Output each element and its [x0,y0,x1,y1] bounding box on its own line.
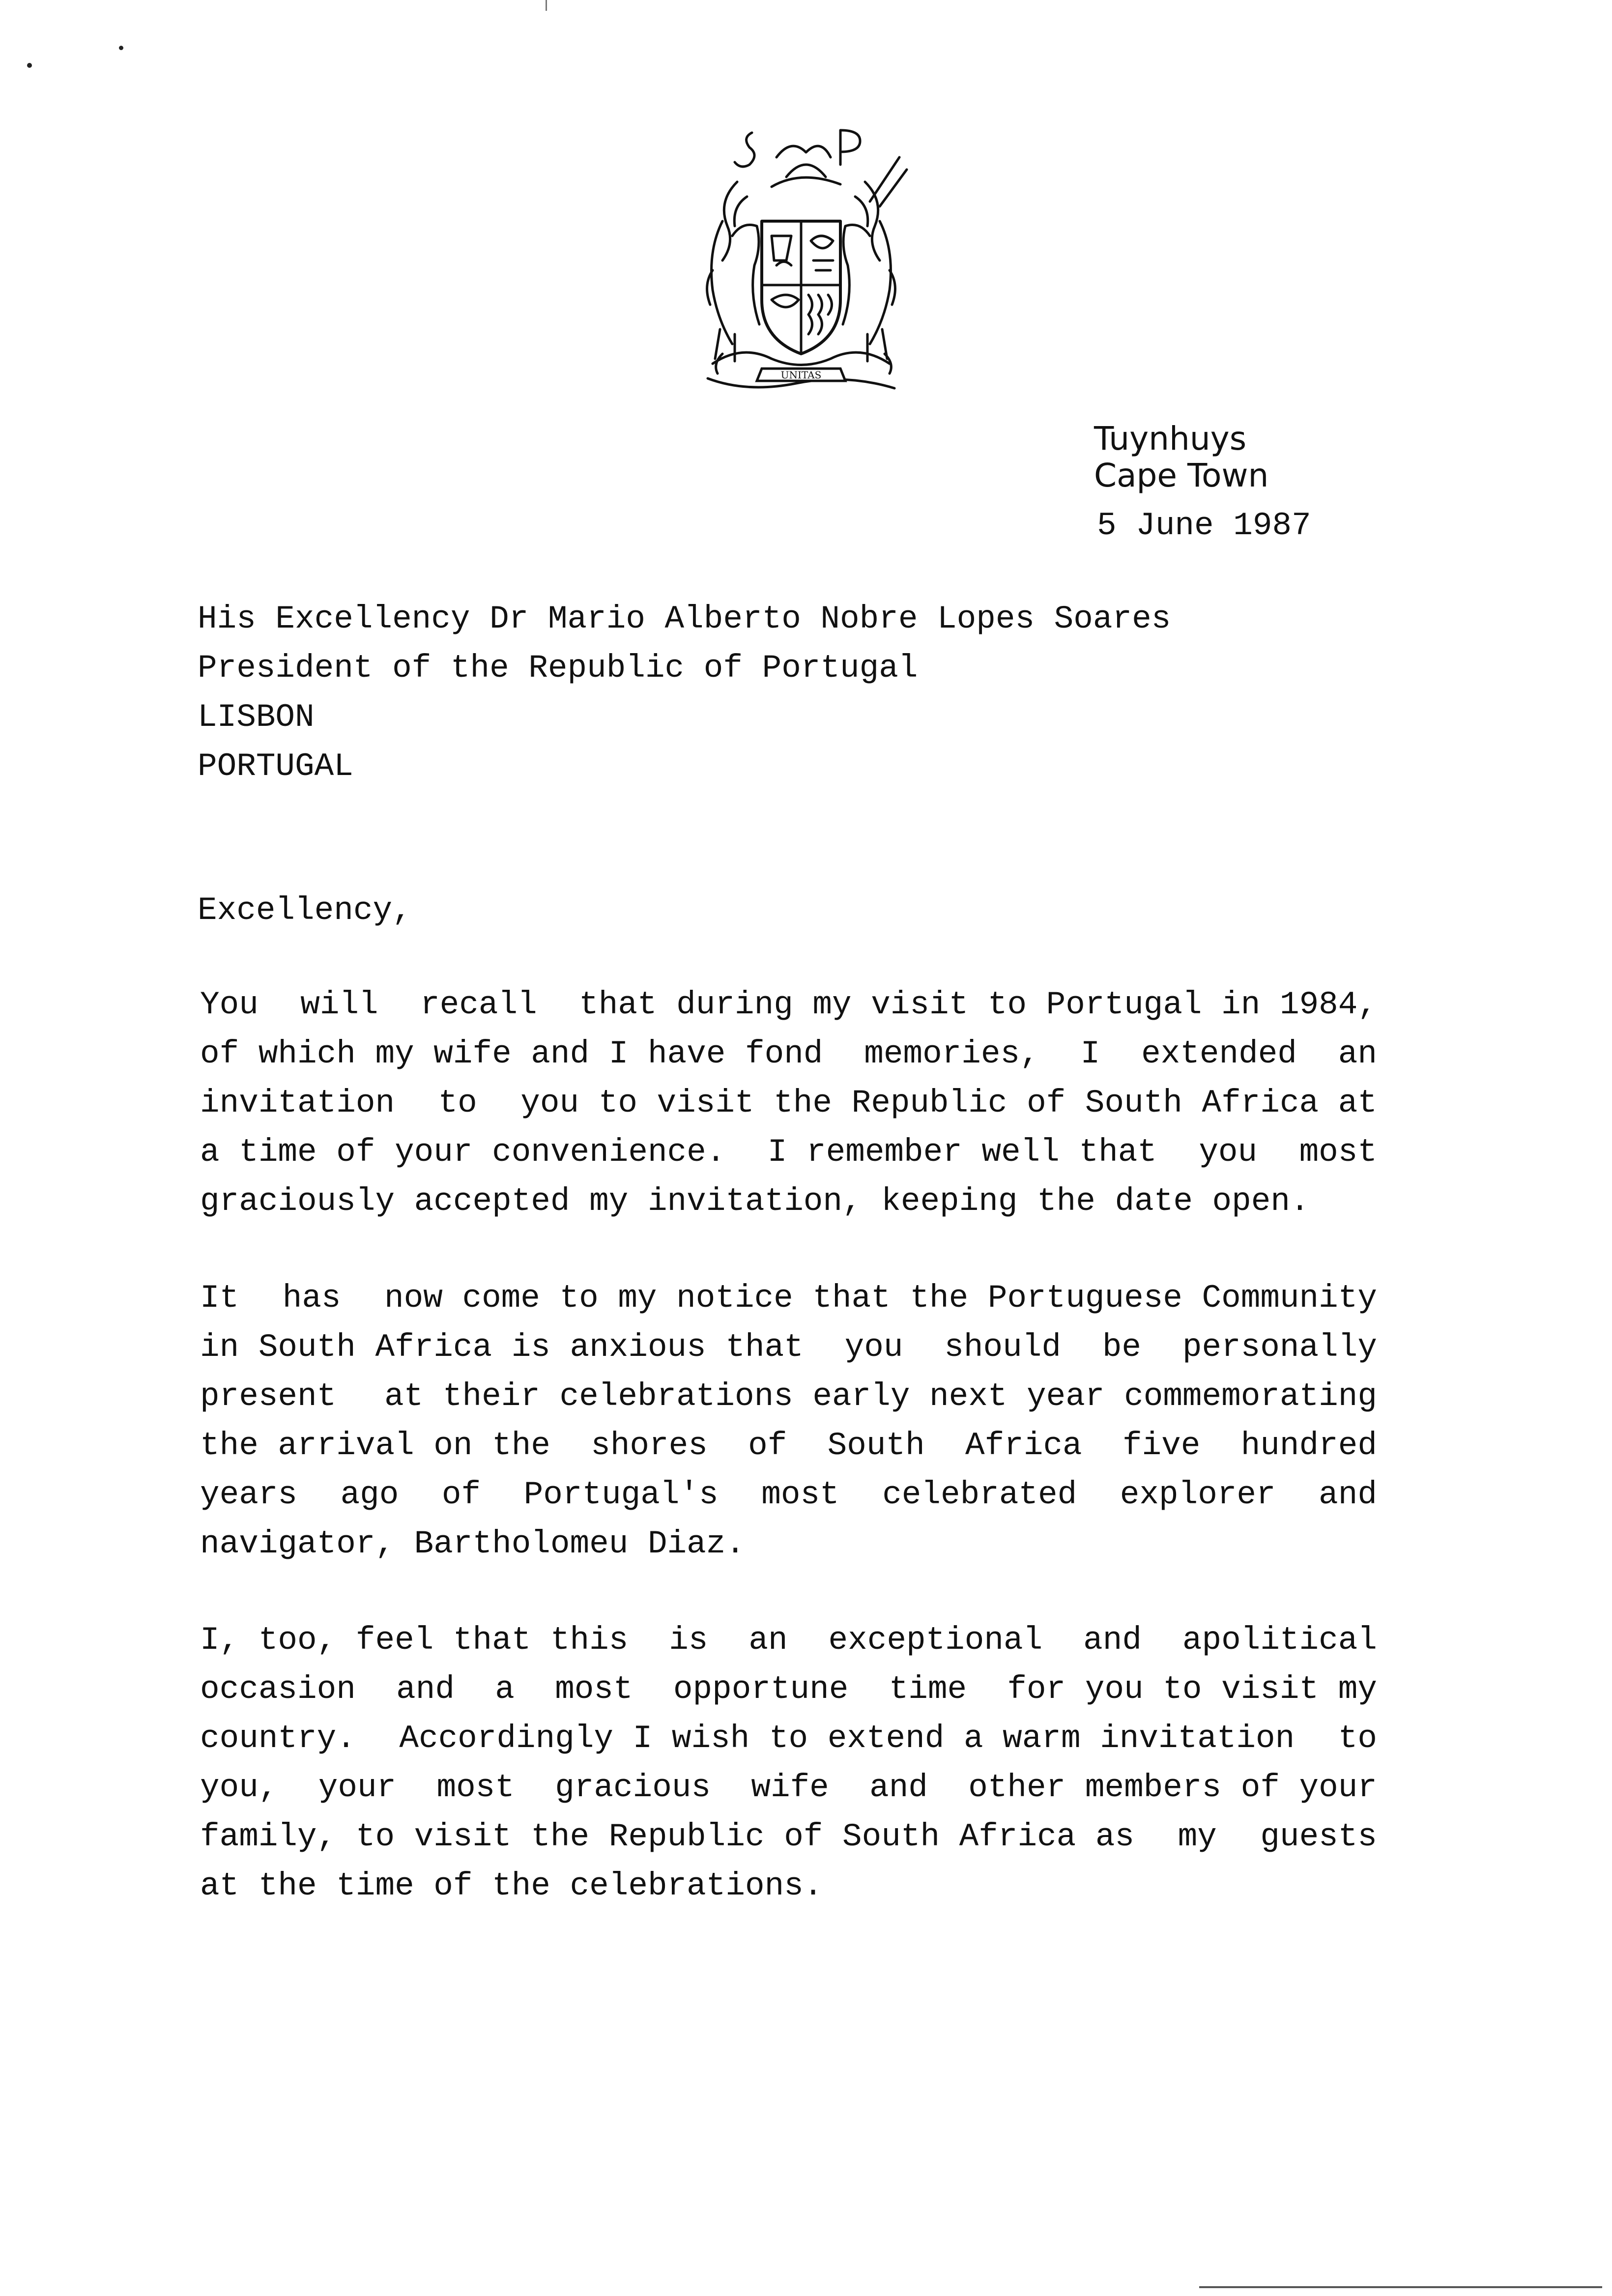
text-line [200,1862,1377,1911]
text-segment: at the time of the celebrations. [200,1867,823,1904]
text-segment: most [761,1476,839,1513]
text-segment: of [748,1427,787,1464]
text-segment: most [1299,1134,1377,1171]
text-segment: is [669,1622,708,1659]
text-segment: and [396,1671,455,1708]
salutation: Excellency, [198,892,412,929]
text-segment: recall [420,986,537,1023]
text-line [200,1520,1377,1569]
text-segment: shores [591,1427,708,1464]
body-paragraph-2 [200,1274,1377,1569]
text-segment: occasion [200,1671,356,1708]
text-segment: hundred [1240,1427,1377,1464]
text-segment: other members of your [968,1769,1377,1806]
text-segment: I remember well that [767,1134,1157,1171]
text-segment: for you to visit my [1007,1671,1377,1708]
text-segment: has [282,1280,341,1317]
scan-dot [119,46,123,50]
text-line [200,1079,1377,1128]
text-segment: Portugal's [523,1476,719,1513]
text-line [200,1128,1377,1177]
text-segment: five [1122,1427,1201,1464]
text-segment: should [944,1329,1061,1366]
text-line [200,1714,1377,1763]
text-segment: a [495,1671,515,1708]
recipient-city: LISBON [198,699,315,736]
text-segment: be [1102,1329,1142,1366]
text-segment: and [869,1769,928,1806]
text-segment: time [889,1671,967,1708]
text-segment: to [1338,1720,1377,1757]
text-segment: apolitical [1182,1622,1377,1659]
text-segment: years [200,1476,298,1513]
text-segment: memories, [864,1035,1039,1072]
text-segment: extended [1141,1035,1297,1072]
text-segment: opportune [673,1671,849,1708]
text-segment: an [748,1622,788,1659]
text-segment: I [1080,1035,1100,1072]
text-segment: a time of your convenience. [200,1134,726,1171]
text-segment: to [438,1085,477,1121]
sender-line-residence: Tuynhuys [1094,420,1247,458]
text-segment: invitation [200,1085,395,1121]
text-line [200,1421,1377,1470]
text-segment: ago [340,1476,399,1513]
recipient-country: PORTUGAL [198,748,353,785]
text-segment: of which my wife and I have fond [200,1035,823,1072]
text-segment: celebrated [882,1476,1077,1513]
text-segment: navigator, Bartholomeu Diaz. [200,1525,745,1562]
text-segment: you [844,1329,903,1366]
body-paragraph-3 [200,1616,1377,1911]
text-segment: graciously accepted my invitation, keeping the date open. [200,1183,1310,1220]
text-segment: now come to my notice that the Portuguese Community [384,1280,1377,1317]
text-segment: you [1199,1134,1258,1171]
text-segment: explorer [1120,1476,1276,1513]
text-line [200,1372,1377,1421]
text-line [200,1030,1377,1079]
text-segment: family, to visit the Republic of South Africa as [200,1818,1135,1855]
text-segment: country. [200,1720,356,1757]
text-segment: and [1319,1476,1377,1513]
body-paragraph-1 [200,980,1377,1226]
text-line [200,1274,1377,1323]
text-segment: It [200,1280,239,1317]
recipient-name: His Excellency Dr Mario Alberto Nobre Lopes Soares [198,601,1171,637]
text-segment: your [318,1769,397,1806]
text-segment: exceptional [828,1622,1043,1659]
scan-dot [27,63,32,68]
text-segment: that during my visit to Portugal in 1984, [579,986,1377,1023]
text-line [200,1323,1377,1372]
text-line [200,1665,1377,1714]
sender-line-city: Cape Town [1094,457,1269,494]
text-segment: the arrival on the [200,1427,550,1464]
text-line [200,1812,1377,1862]
svg-text:UNITAS: UNITAS [780,369,822,381]
text-segment: at their celebrations early next year commemorating [384,1378,1377,1415]
text-segment: personally [1182,1329,1377,1366]
text-segment: present [200,1378,337,1415]
text-line [200,980,1377,1030]
text-line [200,1616,1377,1665]
text-segment: Africa [965,1427,1082,1464]
recipient-title: President of the Republic of Portugal [198,650,918,687]
text-segment: in South Africa is anxious that [200,1329,804,1366]
scan-tick-mark [546,0,547,11]
text-segment: You [200,986,259,1023]
text-segment: wife [751,1769,829,1806]
text-segment: of [441,1476,481,1513]
text-segment: gracious [555,1769,711,1806]
page-edge-rule [1199,2286,1602,2288]
text-segment: I, too, feel that this [200,1622,629,1659]
text-segment: Accordingly I wish to extend a warm invitation [399,1720,1295,1757]
text-segment: an [1338,1035,1377,1072]
text-segment: will [300,986,378,1023]
text-line [200,1470,1377,1520]
letter-date: 5 June 1987 [1097,507,1311,544]
text-segment: most [436,1769,515,1806]
text-segment: you to visit the Republic of South Africa at [520,1085,1377,1121]
coat-of-arms-emblem [693,123,909,401]
text-segment: guests [1260,1818,1377,1855]
text-line [200,1177,1377,1226]
text-segment: most [555,1671,633,1708]
text-segment: and [1083,1622,1142,1659]
sender-address [1094,420,1268,494]
text-segment: my [1178,1818,1217,1855]
text-segment: South [827,1427,925,1464]
text-segment: you, [200,1769,278,1806]
text-line [200,1763,1377,1812]
recipient-address [198,595,1171,791]
coat-of-arms-icon [693,123,909,401]
